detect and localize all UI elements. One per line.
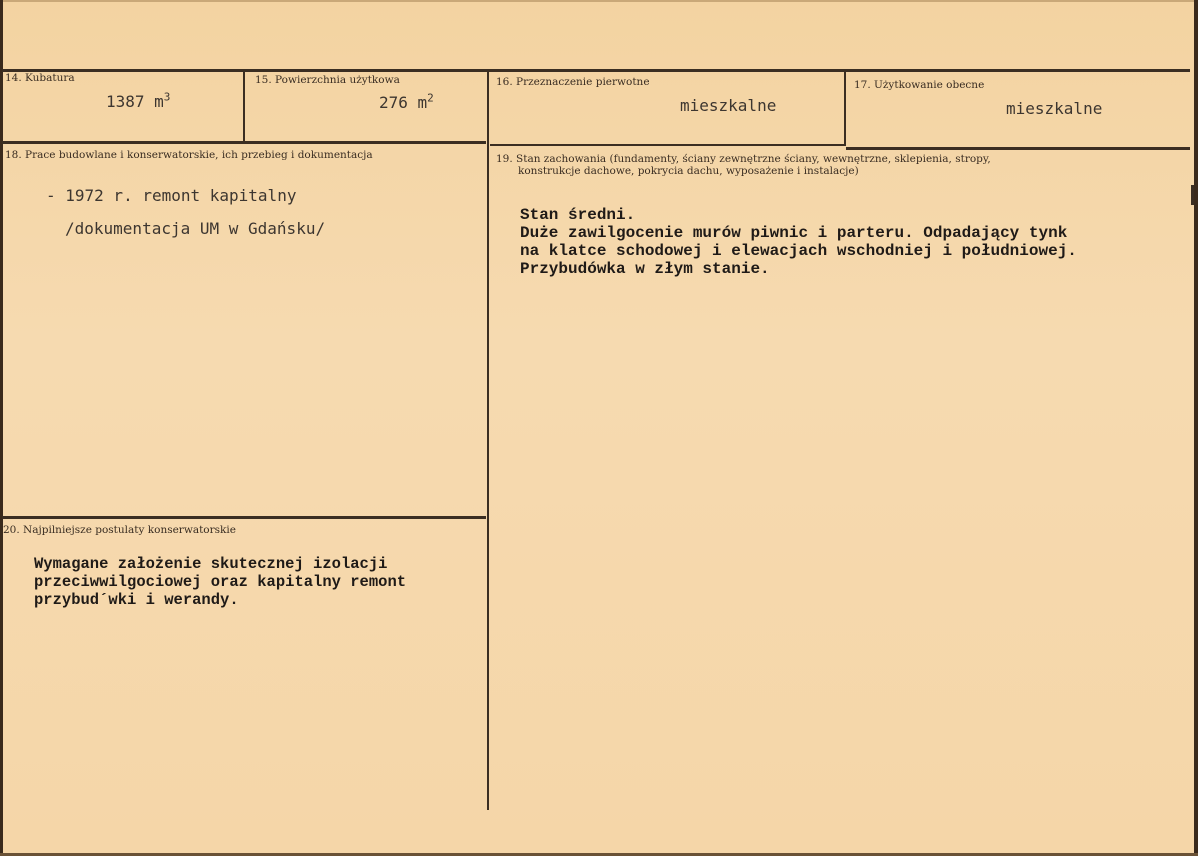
divider-14-15 bbox=[243, 70, 245, 142]
field-19-line-3: na klatce schodowej i elewacjach wschodniej i południowej. bbox=[520, 242, 1077, 260]
field-16-label: 16. Przeznaczenie pierwotne bbox=[496, 76, 650, 88]
kubatura-exponent: 3 bbox=[163, 90, 171, 104]
field-19-label-line-1: 19. Stan zachowania (fundamenty, ściany zewnętrzne ściany, wewnętrzne, sklepienia, stropy, bbox=[496, 153, 991, 165]
rule-top bbox=[2, 69, 1190, 72]
edge-tick bbox=[1191, 185, 1194, 205]
field-17-label: 17. Użytkowanie obecne bbox=[854, 79, 985, 91]
field-15-value bbox=[379, 93, 434, 112]
field-18-line-2: /dokumentacja UM w Gdańsku/ bbox=[65, 219, 326, 238]
rule-field-20 bbox=[2, 516, 486, 519]
field-14-value bbox=[106, 92, 170, 111]
field-19-line-2: Duże zawilgocenie murów piwnic i parteru. Odpadający tynk bbox=[520, 224, 1068, 242]
kubatura-number: 1387 m bbox=[106, 92, 164, 111]
rule-row1-right bbox=[846, 147, 1190, 150]
field-18-line-1: - 1972 r. remont kapitalny bbox=[46, 186, 297, 205]
card-edge-right bbox=[1194, 0, 1198, 856]
powierzchnia-number: 276 m bbox=[379, 93, 428, 112]
card-edge-left bbox=[0, 0, 3, 856]
field-18-label: 18. Prace budowlane i konserwatorskie, ich przebieg i dokumentacja bbox=[5, 149, 373, 161]
field-20-line-3: przybud´wki i werandy. bbox=[34, 591, 239, 609]
powierzchnia-exponent: 2 bbox=[427, 91, 434, 105]
field-19-label-line-2: konstrukcje dachowe, pokrycia dachu, wyposażenie i instalacje) bbox=[518, 165, 859, 177]
rule-row1-mid bbox=[490, 144, 844, 146]
field-20-line-1: Wymagane założenie skutecznej izolacji bbox=[34, 555, 388, 573]
divider-16-17 bbox=[844, 72, 846, 146]
field-16-value: mieszkalne bbox=[680, 96, 777, 115]
field-14-label: 14. Kubatura bbox=[5, 72, 75, 84]
card-edge-top bbox=[0, 0, 1198, 2]
field-19-line-1: Stan średni. bbox=[520, 206, 636, 224]
field-20-label: 20. Najpilniejsze postulaty konserwatorskie bbox=[3, 524, 236, 536]
field-15-label: 15. Powierzchnia użytkowa bbox=[255, 74, 400, 86]
field-17-value: mieszkalne bbox=[1006, 99, 1103, 118]
divider-center bbox=[487, 70, 489, 810]
field-20-line-2: przeciwwilgociowej oraz kapitalny remont bbox=[34, 573, 407, 591]
field-19-line-4: Przybudówka w złym stanie. bbox=[520, 260, 770, 278]
